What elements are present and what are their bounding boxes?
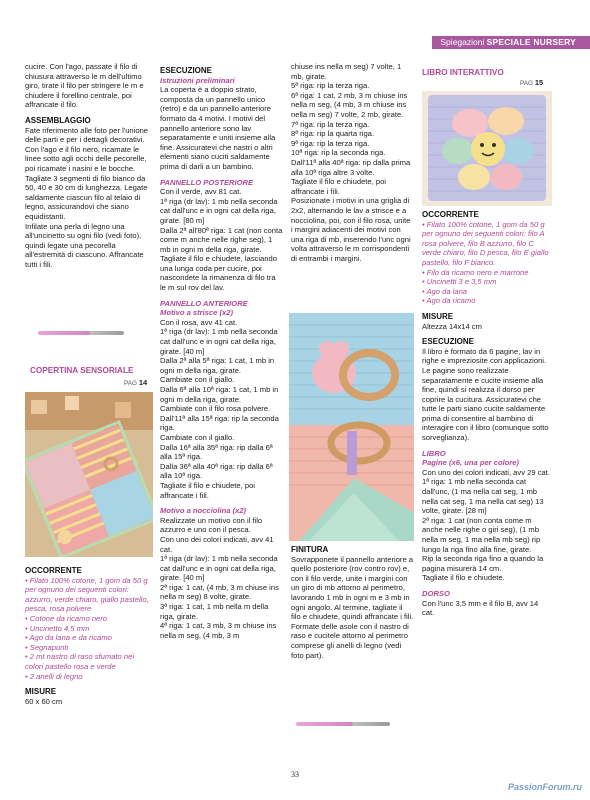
finitura-title: FINITURA bbox=[291, 545, 329, 554]
nocciolina-line: 2ª riga: 1 cat, (4 mb, 3 m chiuse ins nella m seg) 8 volte, girate. bbox=[160, 582, 279, 602]
assemblaggio-title: ASSEMBLAGGIO bbox=[25, 115, 91, 125]
blanket-detail-image bbox=[289, 313, 414, 541]
libro-occorrente-item: • Ago da lana bbox=[422, 286, 468, 296]
crochet-hook-illustration bbox=[38, 331, 124, 335]
section-header bbox=[432, 36, 590, 49]
anteriore-title: PANNELLO ANTERIORE bbox=[160, 298, 248, 308]
col3-line: 8ª riga: rip la quarta riga. bbox=[291, 129, 375, 139]
col3-line: chiuse ins nella m seg) 7 volte, 1 mb, girate. bbox=[291, 62, 402, 81]
posteriore-line: Dalla 2ª all'80ª riga: 1 cat (non conta come m anche nelle righe seg), 1 mb in ogni m della riga, girate. bbox=[160, 225, 283, 254]
posteriore-title: PANNELLO POSTERIORE bbox=[160, 177, 254, 187]
pagine-line: Rip la seconda riga fino a quando la pagina misurerà 14 cm. bbox=[422, 554, 544, 573]
misure-title-2: MISURE bbox=[422, 311, 454, 321]
column-1 bbox=[25, 62, 152, 269]
col3-line: Tagliate il filo e chiudete, poi affrancate i fili. bbox=[291, 177, 386, 196]
occorrente-title-2: OCCORRENTE bbox=[422, 210, 479, 219]
column-2 bbox=[160, 62, 283, 640]
libro-occorrente-item: • Ago da ricamo bbox=[422, 296, 476, 306]
copertina-occorrente bbox=[25, 566, 152, 706]
crochet-hook-illustration-2 bbox=[296, 722, 390, 726]
strisce-line: Dalla 36ª alla 40ª riga: rip dalla 6ª alla 10ª riga. bbox=[160, 461, 273, 481]
libro-occorrente-item: • Filo da ricamo nero e marrone bbox=[422, 267, 529, 277]
occorrente-item: • Segnapunti bbox=[25, 642, 69, 652]
dorso-text: Con l'unc 3,5 mm e il filo B, avv 14 cat. bbox=[422, 598, 539, 618]
copertina-title: COPERTINA SENSORIALE bbox=[30, 366, 134, 375]
nocciolina-line: 1ª riga (dr lav): 1 mb nella seconda cat dall'unc e in ogni cat della riga, girate. [40 m] bbox=[160, 554, 278, 583]
libro-page-ref: PAG 15 bbox=[520, 78, 544, 87]
intro-text: cucire. Con l'ago, passate il filo di chiusura attraverso le m dell'ultimo giro, tirate il filo per stringere le m e chiudere il forellino centrale, poi affrancate il filo. bbox=[25, 62, 144, 110]
libro-occorrente-item: • Filato 100% cotone, 1 gom da 50 g per ognuno dei seguenti colori: filo A rosa polvere, filo B azzurro, filo C verde chiaro, filo D pesca, filo E giallo pastello, filo F bianco. bbox=[422, 219, 549, 267]
occorrente-item: • 2 mt nastro di raso sfumato nei colori pastello rosa e verde bbox=[25, 652, 135, 671]
page-number: 33 bbox=[291, 770, 299, 779]
nocciolina-line: Realizzate un motivo con il filo azzurro e uno con il pesca. bbox=[160, 515, 263, 535]
copertina-page-ref: PAG 14 bbox=[124, 378, 148, 387]
strisce-line: Dalla 16ª alla 35ª riga: rip dalla 6ª alla 15ª riga. bbox=[160, 442, 273, 462]
col3-line: Dall'11ª alla 40ª riga: rip dalla prima alla 10ª riga altre 3 volte. bbox=[291, 157, 411, 177]
strisce-line: 1ª riga (dr lav): 1 mb nella seconda cat dall'unc e in ogni cat della riga, girate. [40 m] bbox=[160, 327, 278, 356]
posteriore-line: Tagliate il filo e chiudete, lasciando una lunga coda per cucire, poi nascondete la rimanenza di filo tra le m sul rov del lav. bbox=[160, 254, 277, 293]
strisce-line: Con il rosa, avv 41 cat. bbox=[160, 317, 238, 327]
col3-line: 9ª riga: rip la terza riga. bbox=[291, 138, 370, 148]
misure-text-2: Altezza 14x14 cm bbox=[422, 321, 482, 331]
strisce-title: Motivo a strisce (x2) bbox=[160, 308, 234, 318]
pagine-title: Pagine (x6, una per colore) bbox=[422, 458, 520, 468]
strisce-line: Dalla 2ª alla 5ª riga: 1 cat, 1 mb in ogni m della riga, girate. bbox=[160, 356, 275, 375]
blanket-detail-photo bbox=[289, 313, 414, 541]
header-title: SPECIALE NURSERY bbox=[486, 37, 576, 47]
occorrente-item: • Ago da lana e da ricamo bbox=[25, 633, 112, 643]
dorso-title: DORSO bbox=[422, 588, 450, 598]
nocciolina-line: Con uno dei colori indicati, avv 41 cat. bbox=[160, 534, 274, 554]
misure-title-1: MISURE bbox=[25, 687, 57, 697]
pagine-line: Tagliate il filo e chiudete. bbox=[422, 573, 505, 583]
col3-line: Posizionate i motivi in una griglia di 2x2, alternando le lav a strisce e a nocciolina, poi, con il filo rosa, unite i margini adiacenti dei motivi con una riga di mb, inserendo l'unc ogni volta attraverso le m corrispondenti di entrambi i margini. bbox=[291, 196, 411, 263]
esecuzione-title-1: ESECUZIONE bbox=[160, 66, 213, 75]
esecuzione-title-2: ESECUZIONE bbox=[422, 337, 475, 347]
occorrente-item: • Cotone da ricamo nero bbox=[25, 613, 108, 623]
misure-text-1: 60 x 60 cm bbox=[25, 696, 63, 706]
posteriore-line: 1ª riga (dr lav): 1 mb nella seconda cat dall'unc e in ogni cat della riga, girate. [80 m] bbox=[160, 196, 278, 225]
col3-line: 5ª riga: rip la terza riga. bbox=[291, 81, 370, 91]
nocciolina-line: 3ª riga: 1 cat, 1 mb nella m della riga, girate. bbox=[160, 602, 269, 621]
pagine-line: 2ª riga: 1 cat (non conta come m anche nelle righe o giri seg), (1 mb nella m seg, 1 ma nella mb seg) rip lungo la riga fino alla fine, girate. bbox=[422, 515, 541, 554]
posteriore-line: Con il verde, avv 81 cat. bbox=[160, 187, 242, 197]
col3-line: 7ª riga: rip la terza riga. bbox=[291, 119, 370, 129]
occorrente-item: • Uncinetto 4,5 mm bbox=[25, 623, 90, 633]
assemblaggio-text-4: Infilate una perla di legno una all'uncinetto su ogni filo (vedi foto), quindi legate una pecorella all'estremità di ciascuno. Affrancate tutti i fili. bbox=[25, 221, 144, 269]
assemblaggio-text-3: Tagliate 3 segmenti di filo bianco da 50, 40 e 30 cm di lunghezza. Legate saldamente ciascun filo al telaio di legno, assicurandovi che siano equidistanti. bbox=[25, 173, 148, 221]
column-3 bbox=[291, 62, 414, 263]
book-photo bbox=[422, 91, 552, 206]
libro-occorrente-item: • Uncinetti 3 e 3,5 mm bbox=[422, 277, 497, 287]
strisce-line: Tagliate il filo e chiudete, poi affrancate i fili. bbox=[160, 480, 255, 500]
occorrente-title-1: OCCORRENTE bbox=[25, 566, 82, 575]
col3-line: 6ª riga: 1 cat, 2 mb, 3 m chiuse ins nella m seg, (4 mb, 3 m chiuse ins nella m seg) 7 volte, 2 mb, girate. bbox=[291, 90, 408, 119]
assemblaggio-text-1: Fate riferimento alle foto per l'unione delle parti e per i dettagli decorativi. bbox=[25, 125, 149, 145]
libro-section bbox=[422, 210, 552, 618]
istruzioni-title: Istruzioni preliminari bbox=[160, 75, 235, 85]
blanket-photo bbox=[25, 392, 153, 557]
finitura-text: Sovrapponete il pannello anteriore a quello posteriore (rov contro rov) e, con il filo verde, unite i margini con un giro di mb attorno al perimetro, lavorando 1 mb in ogni m e 3 mb in ogni angolo. Al termine, tagliate il filo e chiudete, quindi affrancate i fili. Formate delle asole con il nastro di raso e cucitele attorno al perimetro comprese gli anelli di legno (vedi foto part). bbox=[291, 554, 414, 660]
watermark: PassionForum.ru bbox=[507, 782, 582, 792]
finitura-section bbox=[291, 545, 414, 660]
book-photo-image bbox=[422, 91, 552, 206]
assemblaggio-text-2: Con l'ago e il filo nero, ricamate le linee sotto agli occhi delle pecorelle, poi ricamate i nasini e le bocche. bbox=[25, 144, 147, 173]
blanket-photo-image bbox=[25, 392, 153, 557]
istruzioni-text: La coperta è a doppio strato, composta da un pannello unico (retro) e da un pannello anteriore formato da 4 motivi. I motivi del pannello anteriore sono lav separatamente e uniti insieme alla fine. Assicuratevi che nastri o altri elementi siano cuciti saldamente prima di darli a un bambino. bbox=[160, 85, 276, 171]
libro-title: LIBRO INTERATTIVO bbox=[422, 68, 504, 77]
occorrente-item: • 2 anelli di legno bbox=[25, 671, 83, 681]
strisce-line: Dalla 6ª alla 10ª riga: 1 cat, 1 mb in ogni m della riga, girate. bbox=[160, 385, 279, 404]
nocciolina-title: Motivo a nocciolina (x2) bbox=[160, 506, 247, 516]
col3-line: 10ª riga: rip la seconda riga. bbox=[291, 148, 386, 158]
strisce-line: Cambiate con il filo rosa polvere. bbox=[160, 404, 271, 414]
header-prefix: Spiegazioni bbox=[440, 37, 487, 47]
esecuzione-text-2: Il libro è formato da 6 pagine, lav in righe e impreziosite con applicazioni. Le pagine sono realizzate separatamente e cucite insieme alla fine, quindi si realizza il dorso per coprire la cucitura. Assicuratevi che tutte le parti siano cucite saldamente prima di consentire al bambino di interagire con il libro (comunque sotto sorveglianza). bbox=[422, 346, 549, 443]
strisce-line: Cambiate con il giallo. bbox=[160, 375, 235, 385]
strisce-line: Dall'11ª alla 15ª riga: rip la seconda riga. bbox=[160, 413, 279, 433]
nocciolina-line: 4ª riga: 1 cat, 3 mb, 3 m chiuse ins nella m seg, (4 mb, 3 m bbox=[160, 621, 277, 640]
pagine-line: Con uno dei colori indicati, avv 29 cat. bbox=[422, 467, 550, 477]
libro-subtitle: LIBRO bbox=[422, 448, 446, 458]
strisce-line: Cambiate con il giallo. bbox=[160, 432, 235, 442]
occorrente-item: • Filato 100% cotone, 1 gom da 50 g per ognuno dei seguenti colori: azzurro, verde chiaro, giallo pastello, pesca, rosa polvere bbox=[25, 575, 149, 614]
pagine-line: 1ª riga: 1 mb nella seconda cat dall'unc, (1 ma nella cat seg, 1 mb nella cat seg, 1 ma nella cat seg) 13 volte, girate. [28 m] bbox=[422, 477, 544, 516]
